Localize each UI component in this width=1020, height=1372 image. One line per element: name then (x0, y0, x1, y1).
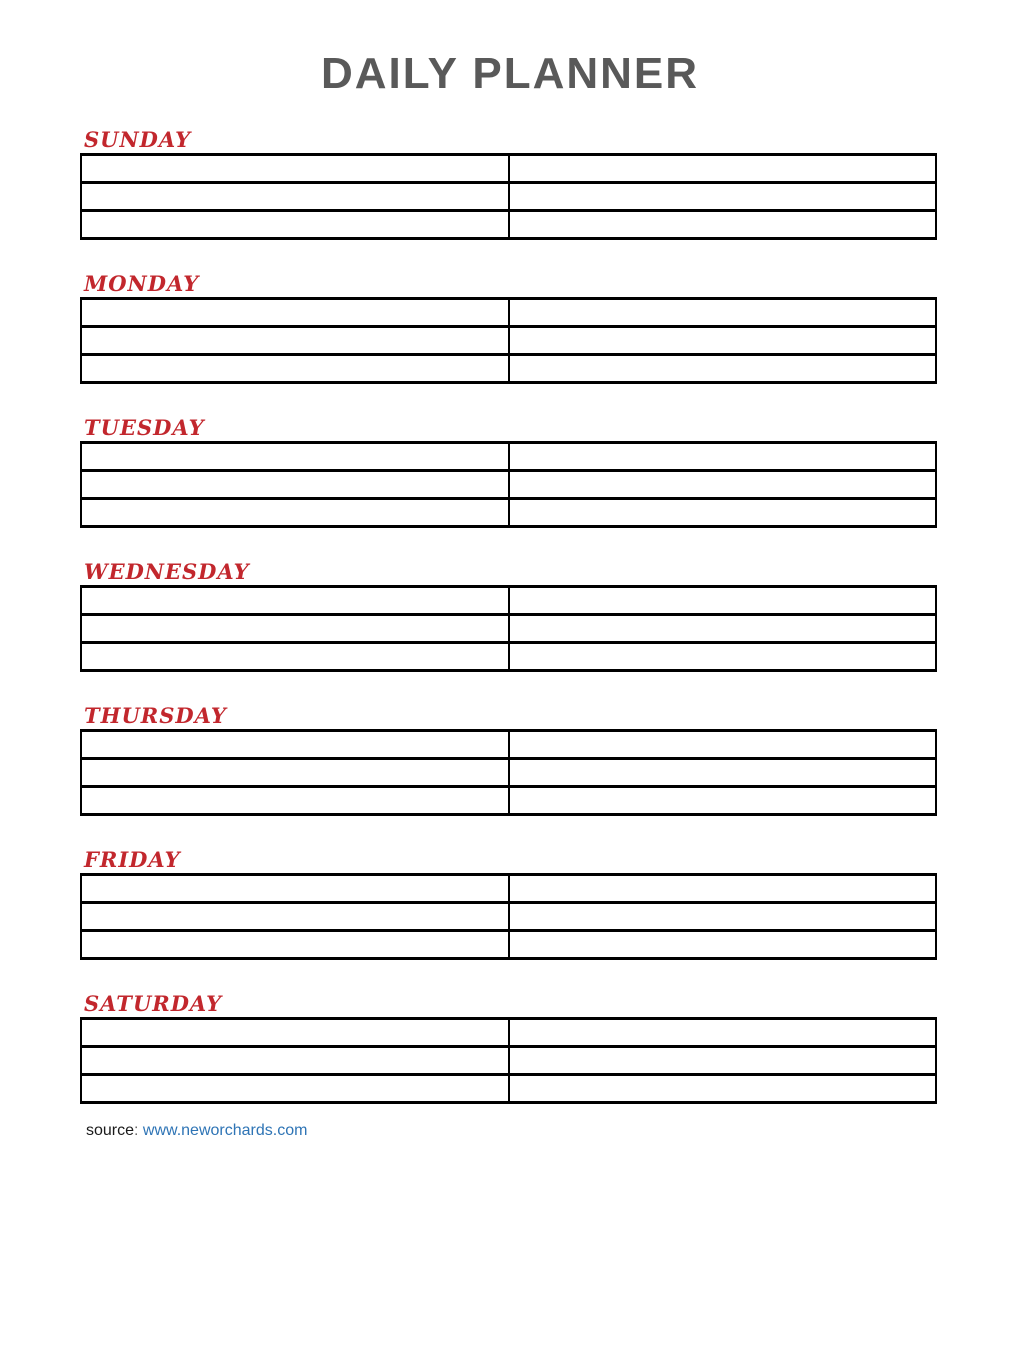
day-heading: SUNDAY (84, 127, 192, 152)
day-section (80, 417, 937, 528)
day-table (80, 297, 937, 384)
table-row (81, 1047, 936, 1075)
planner-sections (80, 129, 937, 1104)
planner-cell (509, 355, 937, 383)
day-section (80, 561, 937, 672)
day-section (80, 993, 937, 1104)
planner-cell (81, 587, 509, 615)
planner-cell (509, 731, 937, 759)
planner-cell (509, 499, 937, 527)
planner-cell (81, 355, 509, 383)
table-row (81, 443, 936, 471)
planner-cell (509, 183, 937, 211)
planner-page (0, 49, 1020, 1141)
planner-cell (81, 443, 509, 471)
planner-cell (81, 155, 509, 183)
planner-cell (81, 499, 509, 527)
table-row (81, 643, 936, 671)
table-row (81, 1075, 936, 1103)
planner-cell (81, 1047, 509, 1075)
planner-cell (81, 643, 509, 671)
planner-cell (81, 615, 509, 643)
table-row (81, 731, 936, 759)
planner-cell (81, 787, 509, 815)
source-separator: : (134, 1122, 143, 1139)
day-section (80, 705, 937, 816)
table-row (81, 355, 936, 383)
planner-cell (509, 875, 937, 903)
day-section (80, 849, 937, 960)
planner-cell (509, 759, 937, 787)
day-table (80, 153, 937, 240)
table-row (81, 183, 936, 211)
planner-cell (509, 903, 937, 931)
table-row (81, 471, 936, 499)
day-table (80, 1017, 937, 1104)
table-row (81, 499, 936, 527)
planner-cell (509, 211, 937, 239)
planner-cell (509, 587, 937, 615)
planner-cell (509, 155, 937, 183)
day-heading: SATURDAY (84, 991, 223, 1016)
day-table (80, 441, 937, 528)
planner-cell (509, 327, 937, 355)
table-row (81, 875, 936, 903)
day-section (80, 129, 937, 240)
planner-cell (81, 759, 509, 787)
planner-cell (81, 471, 509, 499)
table-row (81, 903, 936, 931)
table-row (81, 155, 936, 183)
source-label: source (86, 1122, 135, 1139)
planner-cell (81, 731, 509, 759)
day-table (80, 873, 937, 960)
day-heading: THURSDAY (84, 703, 227, 728)
planner-cell (81, 931, 509, 959)
day-heading: MONDAY (84, 271, 200, 296)
planner-cell (509, 787, 937, 815)
day-heading: FRIDAY (84, 847, 181, 872)
planner-cell (81, 211, 509, 239)
table-row (81, 931, 936, 959)
planner-cell (509, 615, 937, 643)
source-line (86, 1121, 1020, 1141)
table-row (81, 327, 936, 355)
planner-cell (509, 1019, 937, 1047)
planner-cell (81, 1019, 509, 1047)
day-heading: TUESDAY (84, 415, 205, 440)
day-heading: WEDNESDAY (84, 559, 250, 584)
planner-cell (509, 931, 937, 959)
planner-cell (81, 299, 509, 327)
planner-cell (81, 183, 509, 211)
planner-cell (81, 1075, 509, 1103)
planner-cell (509, 471, 937, 499)
day-table (80, 585, 937, 672)
page-title: DAILY PLANNER (320, 49, 700, 98)
planner-cell (81, 327, 509, 355)
table-row (81, 759, 936, 787)
table-row (81, 787, 936, 815)
planner-cell (509, 1047, 937, 1075)
day-section (80, 273, 937, 384)
planner-cell (509, 443, 937, 471)
source-link[interactable]: www.neworchards.com (142, 1122, 308, 1139)
planner-cell (509, 299, 937, 327)
planner-cell (81, 903, 509, 931)
table-row (81, 211, 936, 239)
table-row (81, 587, 936, 615)
table-row (81, 299, 936, 327)
table-row (81, 1019, 936, 1047)
planner-cell (509, 1075, 937, 1103)
planner-cell (509, 643, 937, 671)
day-table (80, 729, 937, 816)
planner-cell (81, 875, 509, 903)
table-row (81, 615, 936, 643)
